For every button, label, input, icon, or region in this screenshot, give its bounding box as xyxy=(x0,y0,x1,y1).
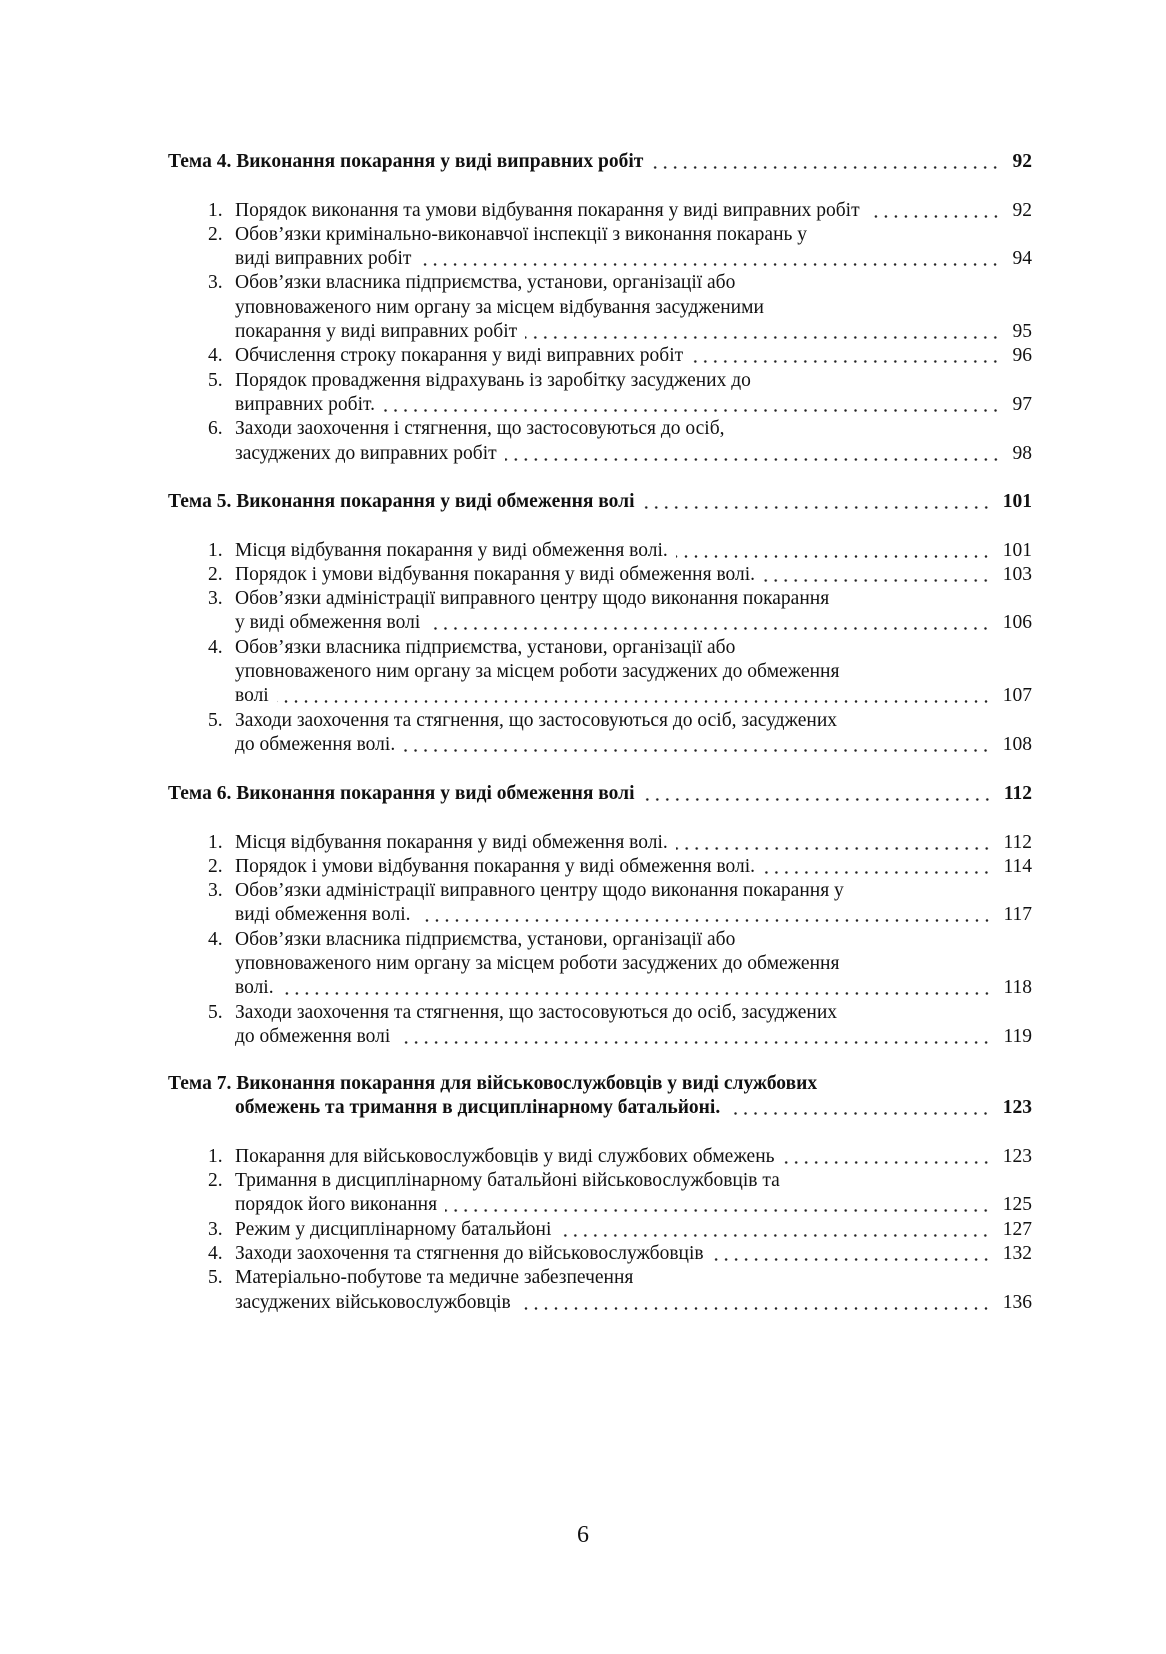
toc-entry-text: засуджених до виправних робіт xyxy=(235,441,499,467)
toc-entry[interactable] xyxy=(235,441,1032,467)
toc-entry xyxy=(235,878,1032,904)
toc-entry xyxy=(235,222,1032,248)
theme-heading xyxy=(168,1071,1032,1097)
toc-entry[interactable] xyxy=(235,538,1032,564)
toc-entry-text: порядок його виконання xyxy=(235,1192,439,1218)
dot-leader xyxy=(763,871,991,874)
page-ref: 112 xyxy=(997,830,1032,856)
toc-entry-text: Заходи заохочення та стягнення до військовослужбовців xyxy=(235,1241,706,1267)
page-ref: 97 xyxy=(1007,392,1033,418)
toc-entry-text: Режим у дисциплінарному батальйоні xyxy=(235,1217,553,1243)
page-ref: 107 xyxy=(997,683,1032,709)
toc-entry[interactable] xyxy=(235,1024,1032,1050)
toc-entry-text: Порядок виконання та умови відбування покарання у виді виправних робіт xyxy=(235,198,862,224)
toc-entry[interactable] xyxy=(235,198,1032,224)
theme-heading-continued[interactable] xyxy=(235,1095,1032,1121)
item-number: 4. xyxy=(208,345,223,367)
item-number: 1. xyxy=(208,1145,223,1167)
page-ref: 92 xyxy=(1007,149,1033,175)
toc-entry xyxy=(235,416,1032,442)
page-ref: 114 xyxy=(997,854,1032,880)
toc-entry-text: Обов’язки адміністрації виправного центру щодо виконання покарання у xyxy=(235,878,846,904)
page-ref: 127 xyxy=(997,1217,1032,1243)
dot-leader xyxy=(728,1112,991,1115)
toc-entry-text: Місця відбування покарання у виді обмеження волі. xyxy=(235,538,670,564)
item-number: 5. xyxy=(208,1001,223,1023)
dot-leader xyxy=(691,360,1000,363)
dot-leader xyxy=(651,166,1000,169)
toc-entry[interactable] xyxy=(235,1144,1032,1170)
page-ref: 136 xyxy=(997,1290,1032,1316)
toc-entry xyxy=(235,635,1032,661)
toc-entry-text: Обов’язки адміністрації виправного центру щодо виконання покарання xyxy=(235,586,831,612)
item-number: 3. xyxy=(208,272,223,294)
toc-entry xyxy=(235,295,1032,321)
dot-leader xyxy=(676,555,991,558)
toc-entry[interactable] xyxy=(235,830,1032,856)
item-number: 6. xyxy=(208,418,223,440)
toc-entry[interactable] xyxy=(235,246,1032,272)
theme-heading[interactable] xyxy=(168,781,1032,807)
toc-entry xyxy=(235,1265,1032,1291)
dot-leader xyxy=(445,1209,991,1212)
toc-entry-text: Обов’язки власника підприємства, установи, організації або xyxy=(235,270,737,296)
item-number: 2. xyxy=(208,563,223,585)
toc-entry[interactable] xyxy=(235,1290,1032,1316)
dot-leader xyxy=(419,263,1000,266)
page-ref: 125 xyxy=(997,1192,1032,1218)
item-number: 5. xyxy=(208,1267,223,1289)
item-number: 4. xyxy=(208,1243,223,1264)
page-ref: 92 xyxy=(1007,198,1033,224)
item-number: 1. xyxy=(208,539,223,561)
toc-entry xyxy=(235,659,1032,685)
toc-entry-text: Покарання для військовослужбовців у виді службових обмежень xyxy=(235,1144,777,1170)
item-number: 4. xyxy=(208,636,223,658)
dot-leader xyxy=(559,1234,990,1237)
toc-entry-text: до обмеження волі xyxy=(235,1024,392,1050)
dot-leader xyxy=(398,1041,991,1044)
toc-entry-text: Місця відбування покарання у виді обмеження волі. xyxy=(235,830,670,856)
toc-entry[interactable] xyxy=(235,854,1032,880)
toc-entry-text: виді виправних робіт xyxy=(235,246,413,272)
item-number: 5. xyxy=(208,369,223,391)
page-ref: 101 xyxy=(997,538,1032,564)
page-ref: 103 xyxy=(997,562,1032,588)
toc-entry-text: покарання у виді виправних робіт xyxy=(235,319,519,345)
dot-leader xyxy=(525,336,1000,339)
dot-leader xyxy=(383,409,1001,412)
page-ref: 108 xyxy=(997,732,1032,758)
toc-entry[interactable] xyxy=(235,975,1032,1001)
dot-leader xyxy=(712,1258,991,1261)
toc-entry xyxy=(235,1000,1032,1026)
toc-entry-text: уповноваженого ним органу за місцем роботи засуджених до обмеження xyxy=(235,951,841,977)
toc-entry[interactable] xyxy=(235,562,1032,588)
page-ref: 95 xyxy=(1007,319,1033,345)
item-number: 2. xyxy=(208,855,223,877)
theme-heading-continued-text: обмежень та тримання в дисциплінарному батальйоні. xyxy=(235,1095,722,1121)
toc-entry-text: засуджених військовослужбовців xyxy=(235,1290,513,1316)
dot-leader xyxy=(676,847,992,850)
dot-leader xyxy=(282,992,992,995)
toc-entry-text: до обмеження волі. xyxy=(235,732,397,758)
toc-entry-text: виправних робіт. xyxy=(235,392,377,418)
toc-entry-text: виді обмеження волі. xyxy=(235,902,413,928)
toc-entry-text: волі xyxy=(235,683,271,709)
page-ref: 112 xyxy=(998,781,1032,807)
toc-entry-text: Порядок провадження відрахувань із заробітку засуджених до xyxy=(235,368,753,394)
toc-entry-text: Заходи заохочення та стягнення, що застосовуються до осіб, засуджених xyxy=(235,708,839,734)
toc-entry xyxy=(235,368,1032,394)
page-ref: 118 xyxy=(997,975,1032,1001)
toc-entry-text: Порядок і умови відбування покарання у виді обмеження волі. xyxy=(235,562,757,588)
dot-leader xyxy=(519,1307,991,1310)
item-number: 1. xyxy=(208,199,223,221)
dot-leader xyxy=(643,798,992,801)
toc-entry xyxy=(235,951,1032,977)
toc-entry[interactable] xyxy=(235,1192,1032,1218)
dot-leader xyxy=(277,700,991,703)
toc-entry[interactable] xyxy=(235,1217,1032,1243)
toc-entry-text: Матеріально-побутове та медичне забезпечення xyxy=(235,1265,635,1291)
dot-leader xyxy=(428,627,990,630)
page-ref: 96 xyxy=(1007,343,1033,369)
toc-entry-text: Обчислення строку покарання у виді виправних робіт xyxy=(235,343,685,369)
toc-entry-text: Тримання в дисциплінарному батальйоні військовослужбовців та xyxy=(235,1168,782,1194)
toc-entry-text: Заходи заохочення і стягнення, що застосовуються до осіб, xyxy=(235,416,727,442)
toc-entry[interactable] xyxy=(235,683,1032,709)
item-number: 4. xyxy=(208,928,223,950)
toc-entry[interactable] xyxy=(235,1241,1032,1267)
toc-entry xyxy=(235,1168,1032,1194)
toc-entry-text: волі. xyxy=(235,975,276,1001)
item-number: 3. xyxy=(208,588,223,610)
theme-heading-text: Тема 6. Виконання покарання у виді обмеження волі xyxy=(168,781,637,807)
item-number: 2. xyxy=(208,223,223,245)
toc-entry-text: Заходи заохочення та стягнення, що застосовуються до осіб, засуджених xyxy=(235,1000,839,1026)
dot-leader xyxy=(403,749,991,752)
toc-entry xyxy=(235,927,1032,953)
page-ref: 94 xyxy=(1007,246,1033,272)
dot-leader xyxy=(505,458,1001,461)
page-ref: 98 xyxy=(1007,441,1033,467)
toc-entry[interactable] xyxy=(235,610,1032,636)
toc-entry-text: уповноваженого ним органу за місцем відбування засудженими xyxy=(235,295,766,321)
theme-heading-text: Тема 7. Виконання покарання для військовослужбовців у виді службових xyxy=(168,1071,819,1097)
theme-heading-text: Тема 4. Виконання покарання у виді виправних робіт xyxy=(168,149,645,175)
item-number: 3. xyxy=(208,880,223,902)
page-ref: 123 xyxy=(997,1095,1032,1121)
dot-leader xyxy=(419,919,992,922)
theme-heading[interactable] xyxy=(168,489,1032,515)
theme-heading[interactable] xyxy=(168,149,1032,175)
toc-entry-text: уповноваженого ним органу за місцем роботи засуджених до обмеження xyxy=(235,659,841,685)
page-ref: 132 xyxy=(997,1241,1032,1267)
page-ref: 123 xyxy=(997,1144,1032,1170)
toc-entry[interactable] xyxy=(235,343,1032,369)
theme-heading-text: Тема 5. Виконання покарання у виді обмеження волі xyxy=(168,489,637,515)
page-ref: 106 xyxy=(997,610,1032,636)
dot-leader xyxy=(783,1161,991,1164)
page-number: 6 xyxy=(577,1522,589,1548)
toc-entry xyxy=(235,270,1032,296)
toc-entry[interactable] xyxy=(235,732,1032,758)
toc-entry-text: Обов’язки власника підприємства, установи, організації або xyxy=(235,635,737,661)
toc-entry-text: Обов’язки власника підприємства, установи, організації або xyxy=(235,927,737,953)
dot-leader xyxy=(868,215,1001,218)
page-ref: 101 xyxy=(997,489,1032,515)
dot-leader xyxy=(643,506,991,509)
toc-entry[interactable] xyxy=(235,392,1032,418)
dot-leader xyxy=(763,579,991,582)
toc-entry-text: Обов’язки кримінально-виконавчої інспекції з виконання покарань у xyxy=(235,222,809,248)
toc-entry xyxy=(235,708,1032,734)
toc-entry xyxy=(235,586,1032,612)
toc-entry-text: Порядок і умови відбування покарання у виді обмеження волі. xyxy=(235,854,757,880)
page-ref: 117 xyxy=(997,902,1032,928)
toc-entry[interactable] xyxy=(235,319,1032,345)
item-number: 2. xyxy=(208,1170,223,1192)
item-number: 1. xyxy=(208,831,223,853)
page-ref: 119 xyxy=(997,1024,1032,1050)
item-number: 5. xyxy=(208,709,223,731)
item-number: 3. xyxy=(208,1218,223,1240)
toc-entry-text: у виді обмеження волі xyxy=(235,610,422,636)
toc-entry[interactable] xyxy=(235,902,1032,928)
